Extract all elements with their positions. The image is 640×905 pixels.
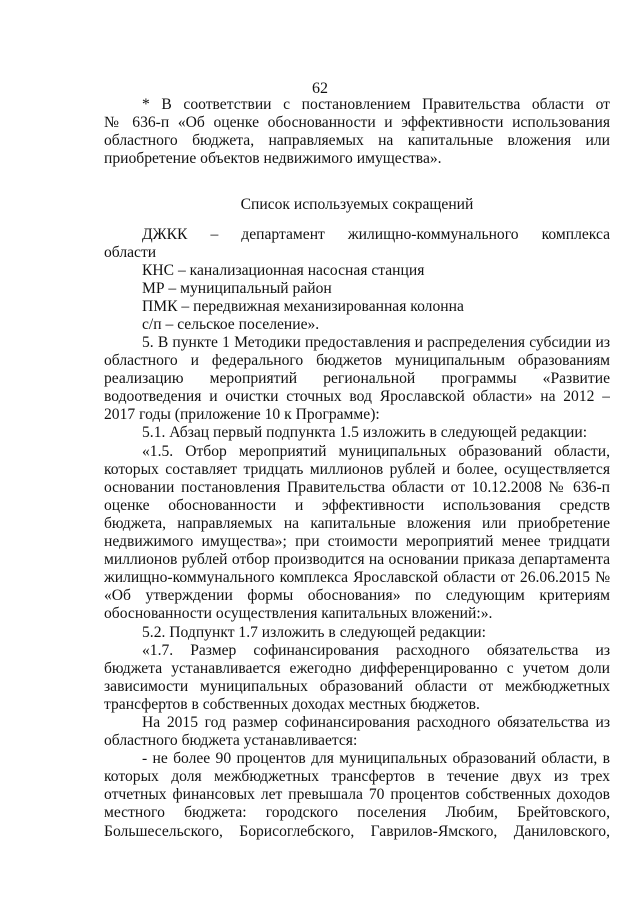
body-line: основании постановления Правительства области от 10.12.2008 № 636-п (104, 478, 610, 496)
page-number: 62 (312, 80, 328, 97)
body-line: 5.1. Абзац первый подпункта 1.5 изложить в следующей редакции: (142, 424, 588, 442)
body-line: областного бюджета устанавливается: (104, 732, 358, 750)
body-text (104, 334, 610, 841)
body-line: жилищно-коммунального комплекса Ярославской области от 26.06.2015 № (104, 569, 610, 587)
footnote (104, 96, 610, 168)
body-line: областного и федерального бюджетов муниципальным образованиям (104, 352, 610, 370)
body-line: «1.7. Размер софинансирования расходного обязательства из (142, 641, 610, 659)
body-line: - не более 90 процентов для муниципальных образований области, в (142, 750, 610, 768)
body-line: миллионов рублей отбор производится на основании приказа департамента (104, 551, 610, 569)
body-line: 2017 годы (приложение 10 к Программе): (104, 406, 380, 424)
body-line: «1.5. Отбор мероприятий муниципальных образований области, (142, 442, 610, 460)
body-line: зависимости муниципальных образований области от межбюджетных (104, 677, 610, 695)
body-line: которых доля межбюджетных трансфертов в течение двух из трех (104, 768, 610, 786)
abbreviation-item: МР – муниципальный район (142, 280, 332, 298)
abbreviation-item: ПМК – передвижная механизированная колонна (142, 298, 464, 316)
abbreviations-list (104, 226, 610, 335)
footnote-line: приобретение объектов недвижимого имущества». (104, 150, 442, 168)
body-line: водоотведения и очистки сточных вод Ярославской области» на 2012 – (104, 388, 610, 406)
abbreviation-item: области (104, 244, 157, 262)
body-line: местного бюджета: городского поселения Любим, Брейтовского, (104, 804, 610, 822)
body-line: 5.2. Подпункт 1.7 изложить в следующей редакции: (142, 623, 486, 641)
abbreviations-title: Список используемых сокращений (240, 196, 474, 213)
body-line: бюджета, направляемых на капитальные вложения или приобретение (104, 514, 610, 532)
body-line: недвижимого имущества»; при стоимости мероприятий менее тридцати (104, 533, 610, 551)
body-line: Большесельского, Борисоглебского, Гаврилов-Ямского, Даниловского, (104, 822, 610, 840)
abbreviation-item: ДЖКК – департамент жилищно-коммунального комплекса (142, 226, 610, 243)
body-line: отчетных финансовых лет превышала 70 процентов собственных доходов (104, 786, 610, 804)
body-line: обоснованности осуществления капитальных вложений:». (104, 605, 493, 623)
footnote-line: * В соответствии с постановлением Правительства области от (142, 96, 610, 113)
body-line: На 2015 год размер софинансирования расходного обязательства из (142, 713, 610, 731)
footnote-line: № 636-п «Об оценке обоснованности и эффективности использования (104, 114, 610, 132)
footnote-line: областного бюджета, направляемых на капитальные вложения или (104, 132, 610, 150)
body-line: 5. В пункте 1 Методики предоставления и распределения субсидии из (142, 334, 610, 351)
body-line: которых составляет тридцать миллионов рублей и более, осуществляется (104, 460, 610, 478)
abbreviation-item: с/п – сельское поселение». (142, 316, 320, 334)
body-line: «Об утверждении формы обоснования» по следующим критериям (104, 587, 610, 605)
abbreviation-item: КНС – канализационная насосная станция (142, 262, 425, 280)
body-line: реализацию мероприятий региональной программы «Развитие (104, 370, 610, 388)
body-line: бюджета устанавливается ежегодно дифференцированно с учетом доли (104, 659, 610, 677)
body-line: трансфертов в собственных доходах местных бюджетов. (104, 695, 480, 713)
body-line: оценке обоснованности и эффективности использования средств (104, 496, 610, 514)
